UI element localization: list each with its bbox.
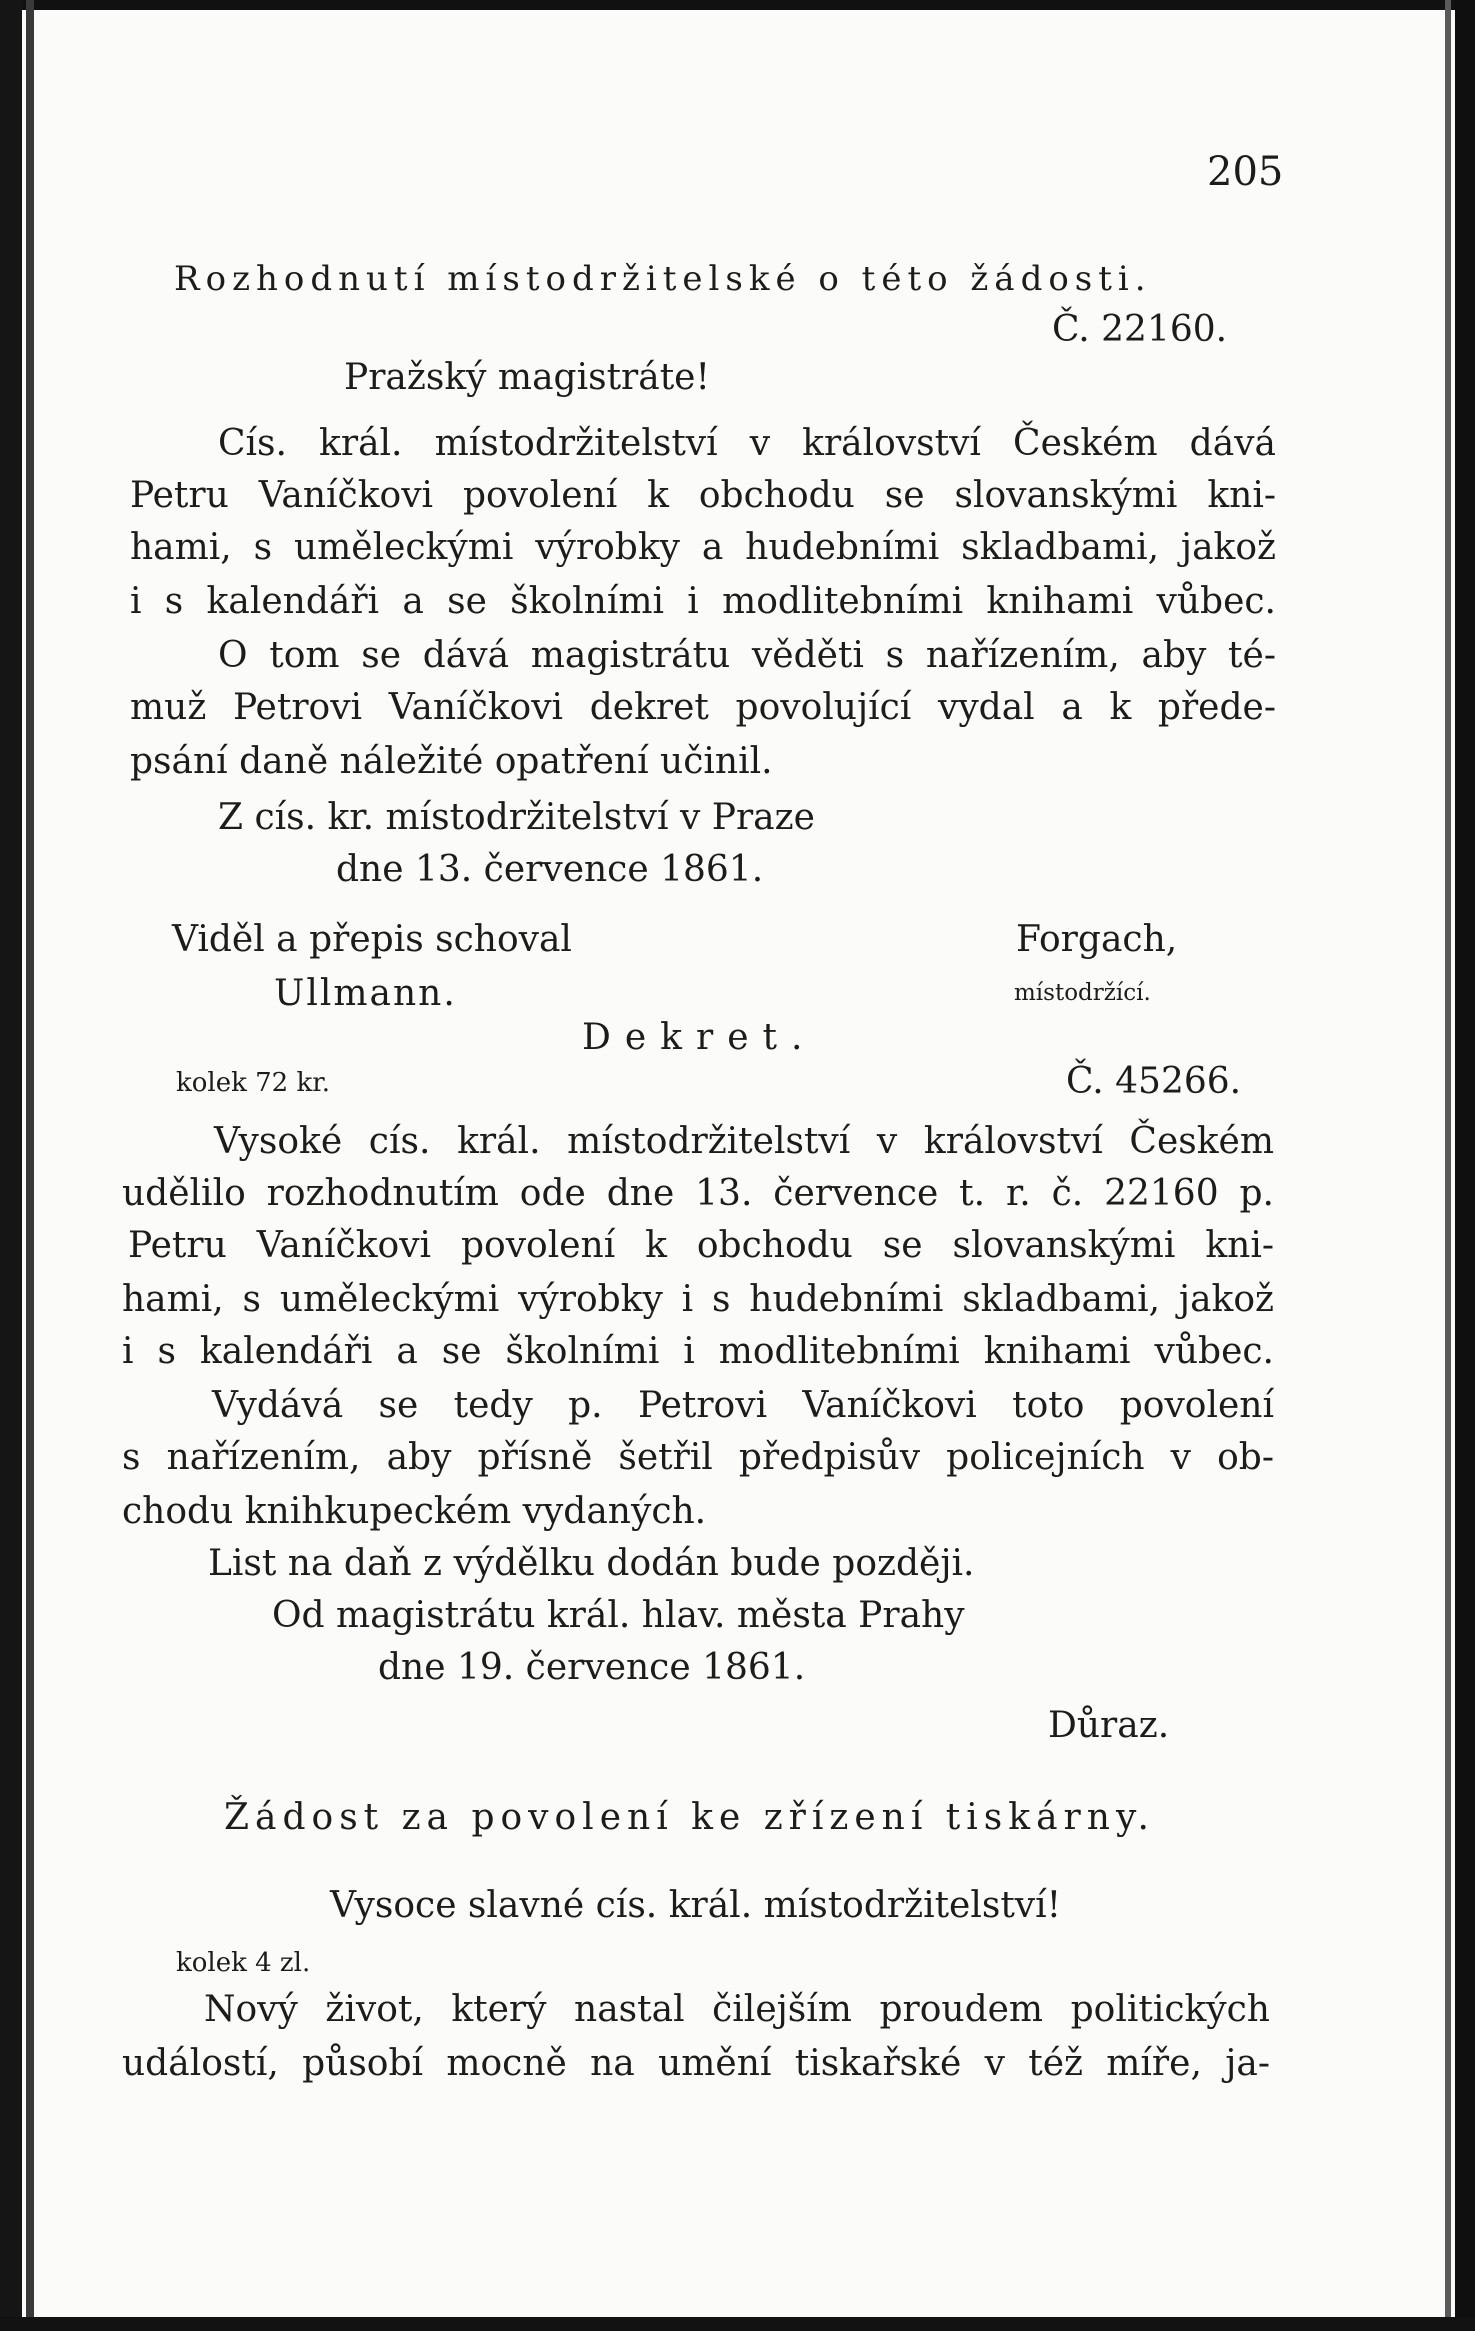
section3-line-1: Nový život, který nastal čilejším proudem politických: [204, 1989, 1270, 2030]
scan-border-right: [1455, 0, 1475, 2331]
section2-ref-number: Č. 45266.: [1066, 1061, 1242, 1102]
section2-heading: Dekret.: [582, 1017, 817, 1058]
section1-place: Z cís. kr. místodržitelství v Praze: [218, 797, 815, 838]
section1-signer-title: místodržící.: [1014, 980, 1151, 1006]
section1-seen-by: Viděl a přepis schoval: [172, 919, 572, 960]
section2-line-6: Vydává se tedy p. Petrovi Vaníčkovi toto povolení: [212, 1385, 1274, 1426]
section2-line-3: Petru Vaníčkovi povolení k obchodu se slovanskými kni-: [128, 1225, 1274, 1266]
section1-line-6: muž Petrovi Vaníčkovi dekret povolující vydal a k přede-: [130, 687, 1276, 728]
section3-line-2: událostí, působí mocně na umění tiskařské v též míře, ja-: [122, 2043, 1270, 2084]
section1-date: dne 13. července 1861.: [336, 849, 764, 890]
section1-salutation: Pražský magistráte!: [344, 357, 710, 398]
section1-heading: Rozhodnutí místodržitelské o této žádosti.: [174, 259, 1152, 299]
section2-line-8: chodu knihkupeckém vydaných.: [122, 1491, 707, 1532]
section2-line-1: Vysoké cís. král. místodržitelství v království Českém: [214, 1121, 1274, 1162]
section3-stamp: kolek 4 zl.: [176, 1948, 311, 1978]
section1-line-3: hami, s uměleckými výrobky a hudebními skladbami, jakož: [130, 527, 1276, 568]
section1-line-2: Petru Vaníčkovi povolení k obchodu se slovanskými kni-: [130, 475, 1276, 516]
section1-line-7: psání daně náležité opatření učinil.: [130, 741, 773, 782]
section2-line-5: i s kalendáři a se školními i modlitebními knihami vůbec.: [122, 1331, 1274, 1372]
page-number: 205: [1207, 149, 1284, 195]
section2-signer: Důraz.: [1048, 1705, 1170, 1746]
section2-line-7: s nařízením, aby přísně šetřil předpisův policejních v ob-: [122, 1437, 1274, 1478]
section1-line-5: O tom se dává magistrátu věděti s nařízením, aby té-: [218, 635, 1276, 676]
scan-border-bottom: [0, 2317, 1475, 2331]
section1-signer: Forgach,: [1016, 919, 1178, 960]
section1-ref-number: Č. 22160.: [1052, 309, 1228, 350]
section2-place: Od magistrátu král. hlav. města Prahy: [272, 1595, 965, 1636]
section2-tax-line: List na daň z výdělku dodán bude později.: [208, 1543, 975, 1584]
section3-salutation: Vysoce slavné cís. král. místodržitelství!: [330, 1885, 1062, 1926]
section2-date: dne 19. července 1861.: [378, 1647, 806, 1688]
section3-heading: Žádost za povolení ke zřízení tiskárny.: [224, 1797, 1155, 1838]
section2-line-4: hami, s uměleckými výrobky i s hudebními skladbami, jakož: [122, 1279, 1274, 1320]
scan-border-left: [0, 0, 22, 2331]
scan-border-right-inner: [1445, 0, 1451, 2331]
section2-line-2: udělilo rozhodnutím ode dne 13. července t. r. č. 22160 p.: [122, 1173, 1274, 1214]
section1-line-1: Cís. král. místodržitelství v království Českém dává: [218, 423, 1276, 464]
section1-line-4: i s kalendáři a se školními i modlitebními knihami vůbec.: [130, 581, 1276, 622]
section2-stamp: kolek 72 kr.: [176, 1068, 331, 1098]
scan-border-top: [0, 0, 1475, 10]
section1-seen-by-name: Ullmann.: [274, 973, 457, 1014]
scan-border-left-inner: [26, 0, 34, 2331]
